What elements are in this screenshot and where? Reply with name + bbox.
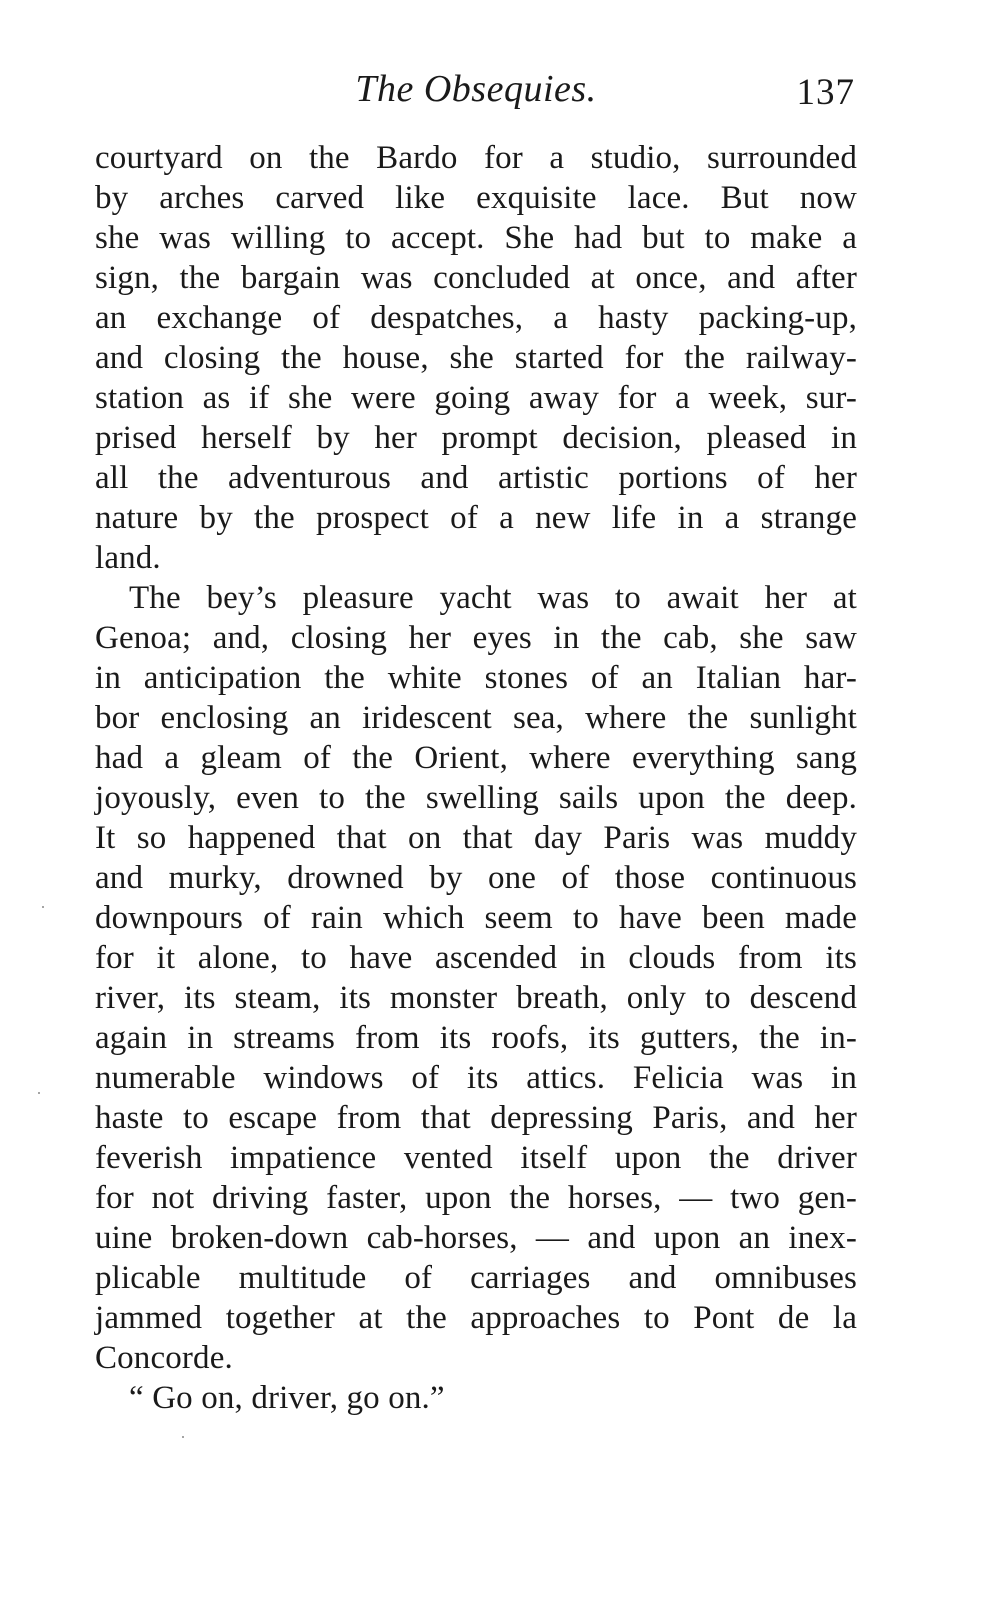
text-line: It so happened that on that day Paris was muddy [95, 820, 857, 856]
text-line: again in streams from its roofs, its gutters, the in- [95, 1020, 857, 1056]
text-line: Genoa; and, closing her eyes in the cab, she saw [95, 620, 857, 656]
text-line: uine broken-down cab-horses, — and upon an inex- [95, 1220, 857, 1256]
text-line: station as if she were going away for a week, sur- [95, 380, 857, 416]
body-text [95, 138, 857, 1418]
text-line: sign, the bargain was concluded at once, and after [95, 260, 857, 296]
text-line: she was willing to accept. She had but to make a [95, 220, 857, 256]
text-line: prised herself by her prompt decision, pleased in [95, 420, 857, 456]
text-line: numerable windows of its attics. Felicia was in [95, 1060, 857, 1096]
text-line: had a gleam of the Orient, where everything sang [95, 740, 857, 776]
book-page [95, 66, 857, 1586]
text-line: haste to escape from that depressing Paris, and her [95, 1100, 857, 1136]
text-line: all the adventurous and artistic portions of her [95, 460, 857, 496]
text-line: courtyard on the Bardo for a studio, surrounded [95, 140, 857, 176]
text-line: Concorde. [95, 1340, 233, 1376]
scan-speck [182, 1436, 184, 1438]
running-title: The Obsequies. [355, 68, 597, 110]
running-head [95, 66, 857, 128]
text-line: in anticipation the white stones of an Italian har- [95, 660, 857, 696]
text-line: and closing the house, she started for the railway- [95, 340, 857, 376]
text-line: bor enclosing an iridescent sea, where the sunlight [95, 700, 857, 736]
text-line: for it alone, to have ascended in clouds from its [95, 940, 857, 976]
scan-speck [42, 906, 44, 908]
page-number: 137 [796, 72, 855, 113]
text-line: nature by the prospect of a new life in a strange [95, 500, 857, 536]
text-line: jammed together at the approaches to Pont de la [95, 1300, 857, 1336]
text-line: downpours of rain which seem to have been made [95, 900, 857, 936]
text-line: “ Go on, driver, go on.” [129, 1380, 445, 1416]
scan-speck [38, 1092, 40, 1094]
text-line: for not driving faster, upon the horses, — two gen- [95, 1180, 857, 1216]
text-line: land. [95, 540, 161, 576]
text-line: The bey’s pleasure yacht was to await her at [129, 580, 857, 616]
text-line: by arches carved like exquisite lace. But now [95, 180, 857, 216]
text-line: an exchange of despatches, a hasty packing-up, [95, 300, 857, 336]
text-line: plicable multitude of carriages and omnibuses [95, 1260, 857, 1296]
text-line: and murky, drowned by one of those continuous [95, 860, 857, 896]
text-line: joyously, even to the swelling sails upon the deep. [95, 780, 857, 816]
text-line: feverish impatience vented itself upon the driver [95, 1140, 857, 1176]
text-line: river, its steam, its monster breath, only to descend [95, 980, 857, 1016]
